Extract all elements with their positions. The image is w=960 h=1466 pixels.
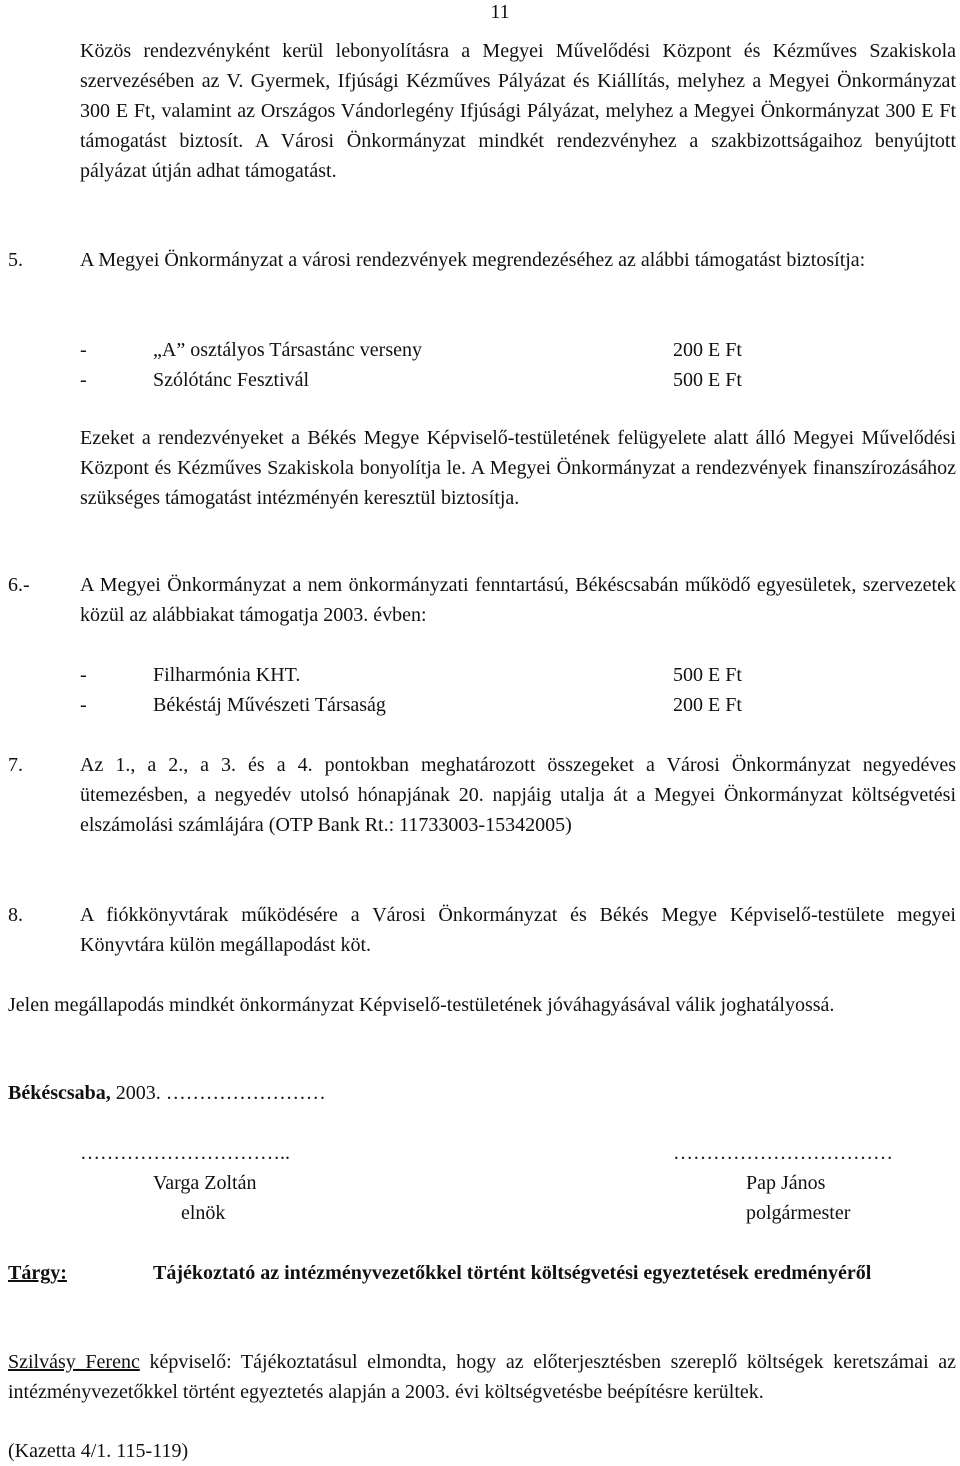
signatory-title: polgármester bbox=[746, 1202, 851, 1224]
list-item-amount: 500 E Ft bbox=[673, 664, 742, 686]
list-item-name: Békéstáj Művészeti Társaság bbox=[153, 694, 386, 716]
list-item-dash: - bbox=[80, 694, 87, 716]
list-item-dash: - bbox=[80, 664, 87, 686]
subject-text: Tájékoztató az intézményvezetőkkel történt költségvetési egyeztetések eredményéről bbox=[153, 1262, 872, 1284]
place-date bbox=[8, 1078, 326, 1108]
list-item-name: Szólótánc Fesztivál bbox=[153, 369, 310, 391]
signature-line: ………………………….. bbox=[80, 1142, 290, 1164]
page-number: 11 bbox=[490, 1, 510, 23]
list-item-dash: - bbox=[80, 369, 87, 391]
tape-reference: (Kazetta 4/1. 115-119) bbox=[8, 1440, 189, 1462]
speaker-text: képviselő: Tájékoztatásul elmondta, hogy az előterjesztésben szereplő költségek keretszámai az intézményvezetőkkel történt egyeztetés alapján a 2003. évi költségvetésbe beépítésre kerültek. bbox=[8, 1351, 957, 1403]
section-6-text: A Megyei Önkormányzat a nem önkormányzati fenntartású, Békéscsabán működő egyesületek, szervezetek közül az alábbiakat támogatja 2003. évben: bbox=[80, 574, 956, 626]
signature-line: …………………………… bbox=[673, 1142, 893, 1164]
closing-paragraph: Jelen megállapodás mindkét önkormányzat Képviselő-testületének jóváhagyásával válik joghatályossá. bbox=[8, 994, 835, 1016]
list-item-amount: 200 E Ft bbox=[673, 339, 742, 361]
list-item-amount: 500 E Ft bbox=[673, 369, 742, 391]
subject-label: Tárgy: bbox=[8, 1262, 67, 1284]
list-item-name: Filharmónia KHT. bbox=[153, 664, 301, 686]
list-item-name: „A” osztályos Társastánc verseny bbox=[153, 339, 422, 361]
place: Békéscsaba, bbox=[8, 1082, 111, 1104]
date: 2003. …………………… bbox=[115, 1082, 326, 1104]
signatory-name: Pap János bbox=[746, 1172, 826, 1194]
section-5-after-text: Ezeket a rendezvényeket a Békés Megye Képviselő-testületének felügyelete alatt álló Megyei Művelődési Központ és Kézműves Szakiskola bonyolítja le. A Megyei Önkormányzat a rendezvények finanszírozásához szükséges támogatást intézményén keresztül biztosítja. bbox=[80, 427, 956, 509]
intro-paragraph: Közös rendezvényként kerül lebonyolításra a Megyei Művelődési Központ és Kézműves Szakiskola szervezésében az V. Gyermek, Ifjúsági Kézműves Pályázat és Kiállítás, melyhez a Megyei Önkormányzat 300 E Ft, valamint az Országos Vándorlegény Ifjúsági Pályázat, melyhez a Megyei Önkormányzat 300 E Ft támogatást biztosít. A Városi Önkormányzat mindkét rendezvényhez a szakbizottságaihoz benyújtott pályázat útján adhat támogatást. bbox=[80, 40, 956, 182]
section-6-number: 6.- bbox=[8, 574, 30, 596]
signatory-name: Varga Zoltán bbox=[153, 1172, 257, 1194]
section-5-number: 5. bbox=[8, 249, 23, 271]
section-7-text: Az 1., a 2., a 3. és a 4. pontokban meghatározott összegeket a Városi Önkormányzat negyedéves ütemezésben, a negyedév utolsó hónapjának 20. napjáig utalja át a Megyei Önkormányzat költségvetési elszámolási számlájára (OTP Bank Rt.: 11733003-15342005) bbox=[80, 754, 956, 836]
signatory-title: elnök bbox=[181, 1202, 226, 1224]
section-8-text: A fiókkönyvtárak működésére a Városi Önkormányzat és Békés Megye Képviselő-testülete megyei Könyvtára külön megállapodást köt. bbox=[80, 904, 956, 956]
list-item-dash: - bbox=[80, 339, 87, 361]
list-item-amount: 200 E Ft bbox=[673, 694, 742, 716]
section-5-text: A Megyei Önkormányzat a városi rendezvények megrendezéséhez az alábbi támogatást biztosítja: bbox=[80, 249, 866, 271]
section-8-number: 8. bbox=[8, 904, 23, 926]
section-7-number: 7. bbox=[8, 754, 23, 776]
speaker-paragraph bbox=[8, 1347, 956, 1407]
speaker-name: Szilvásy Ferenc bbox=[8, 1351, 140, 1373]
